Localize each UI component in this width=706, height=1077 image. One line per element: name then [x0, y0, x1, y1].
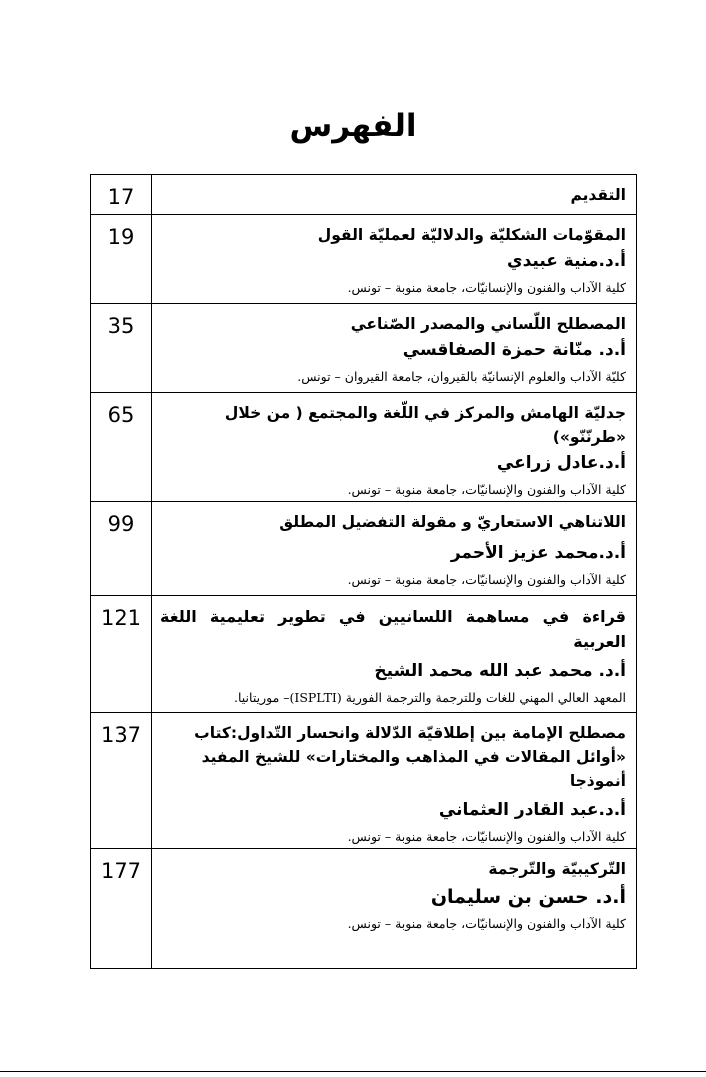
- toc-entry-cell: [152, 175, 637, 215]
- entry-affiliation: كلية الآداب والفنون والإنسانيّات، جامعة منوبة – تونس.: [347, 829, 626, 844]
- table-of-contents: [90, 174, 637, 969]
- entry-title: مصطلح الإمامة بين إطلاقيّة الدّلالة وانحسار التّداول:كتاب «أوائل المقالات في المذاهب والمختارات» للشيخ المفيد أنموذجا: [194, 724, 626, 790]
- toc-row: [91, 849, 637, 969]
- toc-entry-cell: [152, 215, 637, 304]
- entry-title: جدليّة الهامش والمركز في اللّغة والمجتمع ( من خلال «طرنّنّو»): [224, 404, 626, 446]
- page-number: 19: [91, 215, 152, 304]
- bottom-rule: [0, 1071, 706, 1072]
- entry-author: أ.د.عبد القادر العثماني: [438, 800, 626, 820]
- entry-author: أ.د.محمد عزيز الأحمر: [450, 543, 626, 563]
- toc-entry-cell: [152, 849, 637, 969]
- page-number: 121: [91, 596, 152, 713]
- toc-row: [91, 215, 637, 304]
- toc-entry-cell: [152, 304, 637, 393]
- page-number: 35: [91, 304, 152, 393]
- entry-author: أ.د.منية عبيدي: [507, 251, 626, 271]
- entry-title: اللاتناهي الاستعاريّ و مقولة التفضيل المطلق: [279, 513, 626, 531]
- entry-title: المقوّمات الشكليّة والدلاليّة لعمليّة القول: [317, 226, 626, 244]
- page-number: 17: [91, 175, 152, 215]
- toc-row: [91, 713, 637, 849]
- entry-title: المصطلح اللّساني والمصدر الصّناعي: [350, 315, 626, 333]
- page-title: الفهرس: [289, 108, 417, 144]
- toc-row: [91, 596, 637, 713]
- entry-title: قراءة في مساهمة اللسانيين في تطوير تعليمية اللغة العربية: [160, 607, 626, 651]
- toc-entry-cell: [152, 502, 637, 596]
- entry-author: أ.د. منّانة حمزة الصفاقسي: [402, 340, 626, 360]
- entry-affiliation: كلية الآداب والفنون والإنسانيّات، جامعة منوبة – تونس.: [347, 280, 626, 295]
- toc-entry-cell: [152, 393, 637, 502]
- entry-author: أ.د. محمد عبد الله محمد الشيخ: [374, 661, 626, 681]
- toc-entry-cell: [152, 596, 637, 713]
- toc-entry-cell: [152, 713, 637, 849]
- toc-row: [91, 304, 637, 393]
- entry-author: أ.د.عادل زراعي: [496, 453, 626, 473]
- toc-row: [91, 175, 637, 215]
- page-number: 99: [91, 502, 152, 596]
- entry-affiliation: كلية الآداب والفنون والإنسانيّات، جامعة منوبة – تونس.: [347, 572, 626, 587]
- entry-title: التّركيبيّة والتّرجمة: [488, 860, 626, 878]
- entry-author: أ.د. حسن بن سليمان: [430, 886, 626, 908]
- entry-affiliation: كليّة الآداب والعلوم الإنسانيّة بالقيروان، جامعة القيروان – تونس.: [297, 369, 626, 384]
- entry-affiliation: المعهد العالي المهني للغات وللترجمة والترجمة الفورية (ISPLTI)– موريتانيا.: [233, 690, 626, 705]
- page-number: 177: [91, 849, 152, 969]
- toc-row: [91, 502, 637, 596]
- entry-title: التقديم: [570, 186, 626, 204]
- entry-affiliation: كلية الآداب والفنون والإنسانيّات، جامعة منوبة – تونس.: [347, 482, 626, 497]
- page-number: 65: [91, 393, 152, 502]
- page-number: 137: [91, 713, 152, 849]
- toc-row: [91, 393, 637, 502]
- entry-affiliation: كلية الآداب والفنون والإنسانيّات، جامعة منوبة – تونس.: [347, 916, 626, 931]
